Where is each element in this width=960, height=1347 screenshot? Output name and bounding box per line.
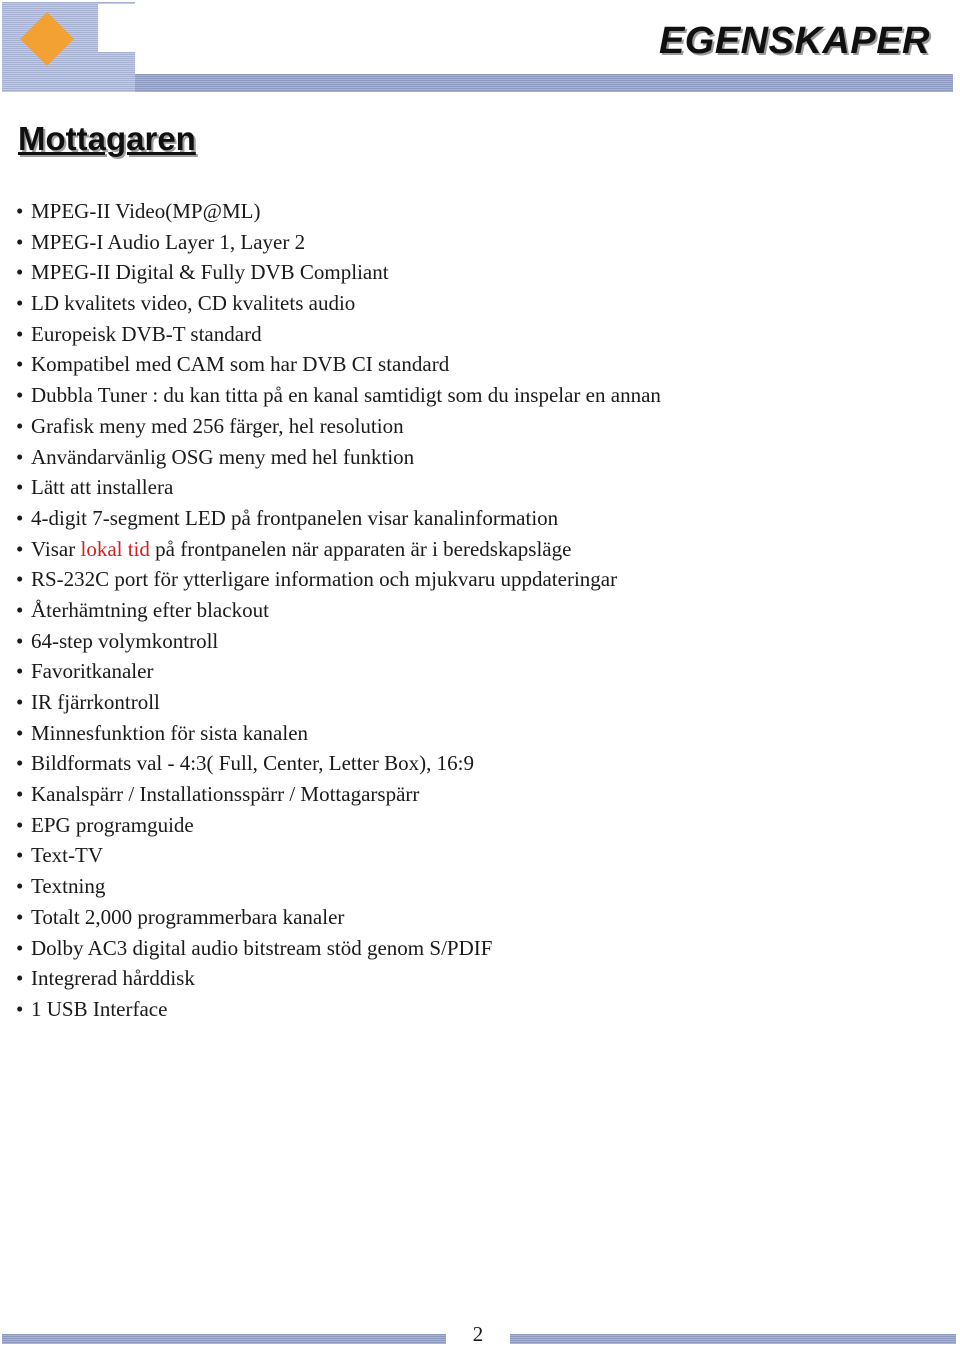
bullet-icon: • [16, 352, 24, 377]
bullet-icon: • [16, 321, 24, 346]
feature-text: 4-digit 7-segment LED på frontpanelen visar kanalinformation [31, 505, 559, 530]
feature-highlight: lokal tid [80, 536, 150, 561]
feature-text: Bildformats val - 4:3( Full, Center, Letter Box), 16:9 [31, 751, 474, 776]
feature-item [16, 595, 916, 626]
feature-item [16, 503, 916, 534]
feature-text: IR fjärrkontroll [31, 690, 160, 714]
footer-band-right [510, 1334, 956, 1344]
feature-item [16, 902, 916, 933]
bullet-icon: • [16, 536, 24, 561]
bullet-icon: • [16, 812, 24, 837]
bullet-icon: • [16, 291, 24, 316]
feature-item [16, 472, 916, 503]
bullet-icon: • [16, 935, 24, 960]
feature-text: Minnesfunktion för sista kanalen [31, 720, 309, 745]
bullet-icon: • [16, 996, 24, 1021]
feature-text: LD kvalitets video, CD kvalitets audio [31, 291, 356, 316]
feature-item [16, 687, 916, 718]
footer-band-left [2, 1334, 446, 1344]
page-number: 2 [472, 1322, 484, 1346]
feature-text: 64-step volymkontroll [31, 628, 219, 653]
feature-text: Text-TV [31, 843, 104, 868]
logo [2, 2, 135, 92]
bullet-icon: • [16, 874, 24, 899]
page-footer [0, 1320, 960, 1347]
bullet-icon: • [16, 751, 24, 776]
feature-list [16, 196, 916, 1025]
feature-text: Integrerad hårddisk [31, 966, 195, 991]
feature-item [16, 349, 916, 380]
feature-item [16, 288, 916, 319]
feature-item [16, 257, 916, 288]
feature-text: 1 USB Interface [31, 996, 168, 1021]
bullet-icon: • [16, 659, 24, 684]
bullet-icon: • [16, 260, 24, 285]
feature-text: på frontpanelen när apparaten är i beredskapsläge [149, 536, 572, 561]
feature-item [16, 994, 916, 1025]
feature-text: Visar [31, 536, 81, 561]
bullet-icon: • [16, 597, 24, 622]
bullet-icon: • [16, 567, 24, 592]
feature-item [16, 871, 916, 902]
section-title: Mottagaren [18, 120, 196, 157]
feature-item [16, 227, 916, 258]
feature-text: Återhämtning efter blackout [31, 597, 269, 622]
feature-text: Totalt 2,000 programmerbara kanaler [31, 904, 345, 929]
feature-text: MPEG-I Audio Layer 1, Layer 2 [31, 229, 306, 254]
feature-text: RS-232C port för ytterligare information och mjukvaru uppdateringar [31, 567, 618, 592]
feature-text: Europeisk DVB-T standard [31, 321, 262, 346]
feature-item [16, 656, 916, 687]
feature-text: Användarvänlig OSG meny med hel funktion [31, 444, 415, 469]
page-header [0, 0, 960, 96]
feature-text: Dolby AC3 digital audio bitstream stöd genom S/PDIF [31, 935, 493, 960]
feature-item [16, 564, 916, 595]
bullet-icon: • [16, 782, 24, 807]
bullet-icon: • [16, 966, 24, 991]
feature-text: Favoritkanaler [31, 659, 154, 684]
feature-item [16, 196, 916, 227]
feature-item [16, 779, 916, 810]
feature-item [16, 380, 916, 411]
feature-item [16, 748, 916, 779]
feature-item [16, 319, 916, 350]
feature-text: Dubbla Tuner : du kan titta på en kanal samtidigt som du inspelar en annan [31, 383, 661, 408]
bullet-icon: • [16, 720, 24, 745]
bullet-icon: • [16, 199, 24, 223]
feature-text: Lätt att installera [31, 475, 174, 500]
feature-text: Kompatibel med CAM som har DVB CI standard [31, 352, 450, 377]
feature-item [16, 840, 916, 871]
feature-item [16, 534, 916, 565]
bullet-icon: • [16, 505, 24, 530]
feature-item [16, 442, 916, 473]
bullet-icon: • [16, 413, 24, 438]
feature-item [16, 933, 916, 964]
bullet-icon: • [16, 383, 24, 408]
feature-item [16, 963, 916, 994]
feature-text: Textning [31, 874, 106, 899]
bullet-icon: • [16, 690, 24, 714]
bullet-icon: • [16, 904, 24, 929]
feature-text: MPEG-II Video(MP@ML) [31, 199, 261, 223]
bullet-icon: • [16, 475, 24, 500]
bullet-icon: • [16, 229, 24, 254]
diamond-logo-icon [20, 12, 74, 66]
logo-notch [98, 4, 138, 52]
feature-text: Grafisk meny med 256 färger, hel resolution [31, 413, 404, 438]
feature-text: EPG programguide [31, 812, 194, 837]
feature-text: Kanalspärr / Installationsspärr / Mottagarspärr [31, 782, 420, 807]
bullet-icon: • [16, 843, 24, 868]
header-band [2, 74, 953, 92]
feature-text: MPEG-II Digital & Fully DVB Compliant [31, 260, 389, 285]
feature-item [16, 810, 916, 841]
bullet-icon: • [16, 444, 24, 469]
header-title: EGENSKAPER [658, 20, 930, 62]
bullet-icon: • [16, 628, 24, 653]
feature-item [16, 411, 916, 442]
feature-item [16, 718, 916, 749]
feature-item [16, 626, 916, 657]
